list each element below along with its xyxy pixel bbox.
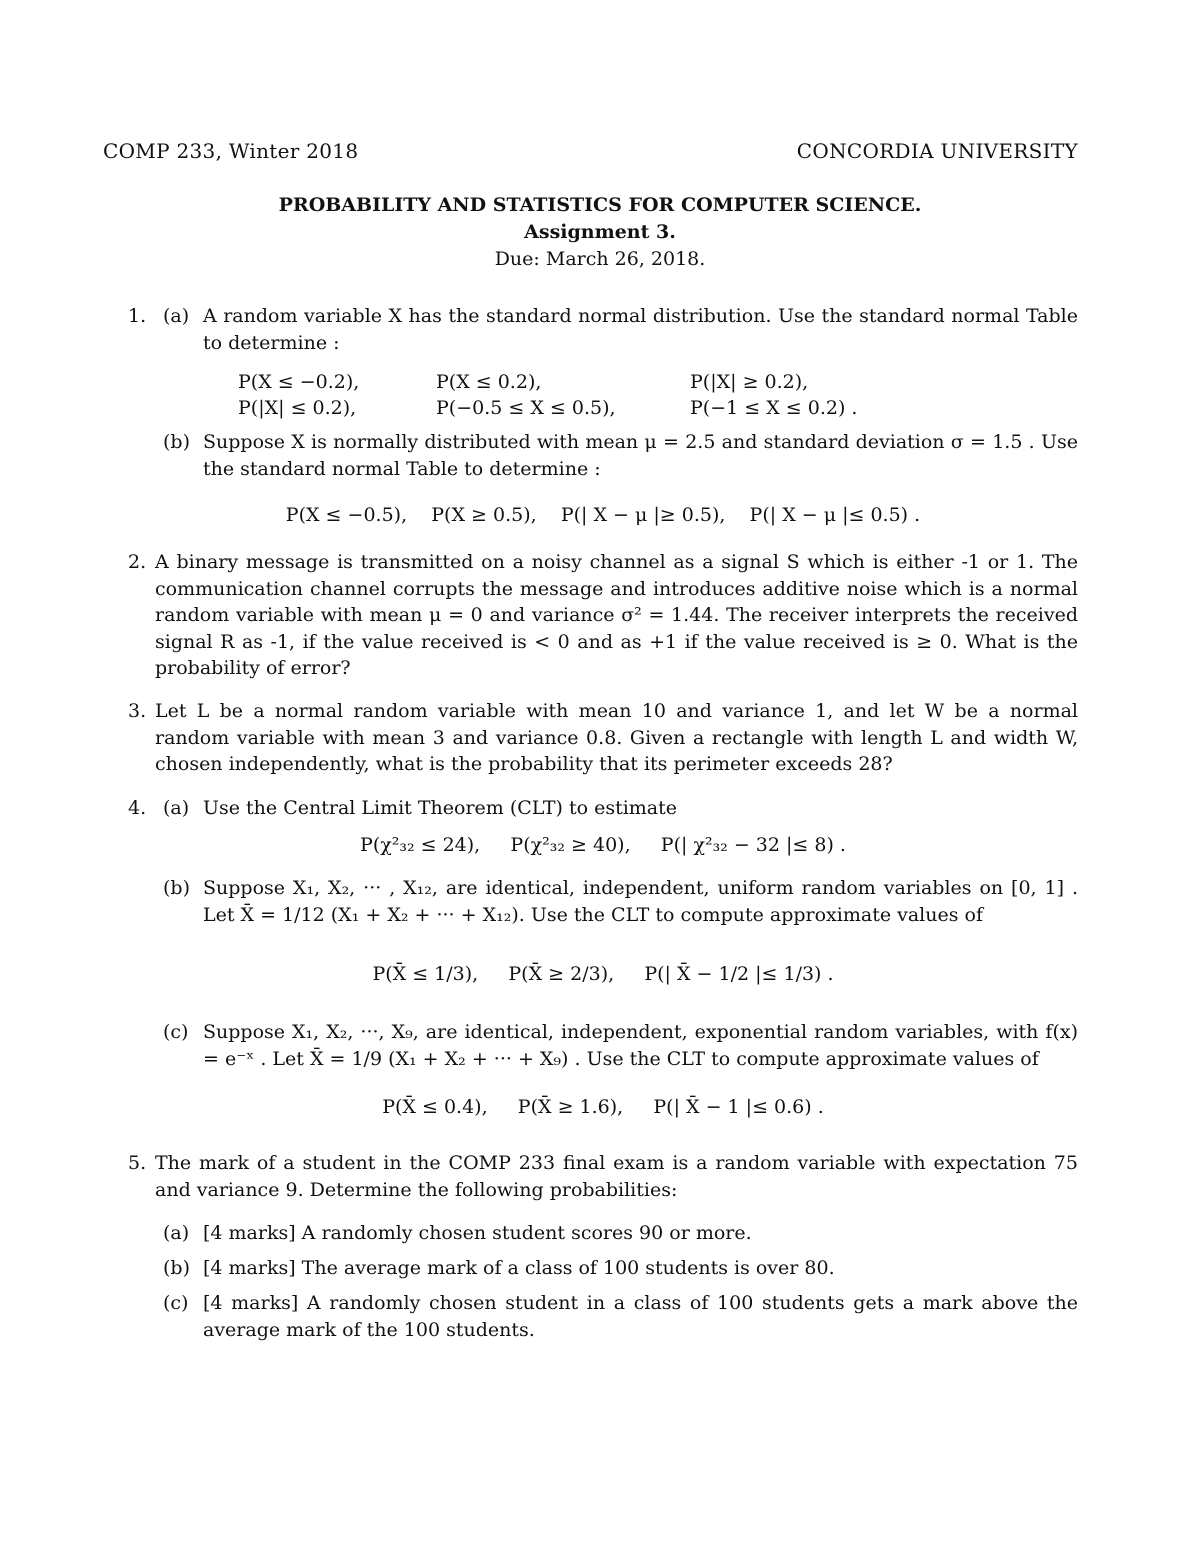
- formula: P(X ≤ 0.2),: [436, 371, 542, 393]
- due-date: Due: March 26, 2018.: [494, 248, 706, 270]
- question-4b-text: Suppose X₁, X₂, ··· , X₁₂, are identical, independent, uniform random variables on [0, 1] . Let X̄ = 1/12 (X₁ + X₂ + ··· + X₁₂). Use the CLT to compute approximate values of: [203, 877, 1078, 926]
- formula: P(X ≤ −0.2),: [238, 371, 360, 393]
- part-label: (a): [163, 1222, 190, 1244]
- course-header: COMP 233, Winter 2018: [103, 139, 359, 163]
- question-1b-text: Suppose X is normally distributed with mean μ = 2.5 and standard deviation σ = 1.5 . Use the standard normal Table to determine :: [203, 431, 1078, 480]
- formula-line: P(X̄ ≤ 1/3), P(X̄ ≥ 2/3), P(| X̄ − 1/2 |≤ 1/3) .: [372, 963, 834, 985]
- question-4c-text: Suppose X₁, X₂, ···, X₉, are identical, independent, exponential random variables, with f(x) = e⁻ˣ . Let X̄ = 1/9 (X₁ + X₂ + ··· + X₉) . Use the CLT to compute approximate values of: [203, 1021, 1078, 1070]
- formula: P(|X| ≥ 0.2),: [690, 371, 809, 393]
- part-label: (b): [163, 1257, 190, 1279]
- question-3-text: Let L be a normal random variable with mean 10 and variance 1, and let W be a normal random variable with mean 3 and variance 0.8. Given a rectangle with length L and width W, chosen independently, what is the probability that its perimeter exceeds 28?: [155, 700, 1078, 776]
- question-5c-text: [4 marks] A randomly chosen student in a class of 100 students gets a mark above the average mark of the 100 students.: [203, 1292, 1078, 1341]
- part-label: (c): [163, 1021, 189, 1043]
- document-title: PROBABILITY AND STATISTICS FOR COMPUTER SCIENCE.: [278, 194, 922, 216]
- question-number: 2.: [128, 551, 147, 573]
- part-label: (a): [163, 797, 190, 819]
- assignment-number: Assignment 3.: [524, 221, 676, 243]
- question-number: 4.: [128, 797, 147, 819]
- question-5b-text: [4 marks] The average mark of a class of 100 students is over 80.: [203, 1257, 835, 1279]
- formula-line: P(χ²₃₂ ≤ 24), P(χ²₃₂ ≥ 40), P(| χ²₃₂ − 32 |≤ 8) .: [360, 834, 846, 856]
- formula-line: P(X̄ ≤ 0.4), P(X̄ ≥ 1.6), P(| X̄ − 1 |≤ 0.6) .: [382, 1096, 824, 1118]
- part-label: (b): [163, 431, 190, 453]
- formula: P(|X| ≤ 0.2),: [238, 397, 357, 419]
- part-label: (a): [163, 305, 190, 327]
- question-1a-text: A random variable X has the standard normal distribution. Use the standard normal Table to determine :: [203, 305, 1078, 354]
- question-2-text: A binary message is transmitted on a noisy channel as a signal S which is either -1 or 1. The communication channel corrupts the message and introduces additive noise which is a normal random variable with mean μ = 0 and variance σ² = 1.44. The receiver interprets the received signal R as -1, if the value received is < 0 and as +1 if the value received is ≥ 0. What is the probability of error?: [155, 551, 1078, 680]
- question-5-text: The mark of a student in the COMP 233 final exam is a random variable with expectation 75 and variance 9. Determine the following probabilities:: [155, 1152, 1078, 1201]
- question-number: 3.: [128, 700, 147, 722]
- formula-line: P(X ≤ −0.5), P(X ≥ 0.5), P(| X − μ |≥ 0.5), P(| X − μ |≤ 0.5) .: [285, 504, 921, 526]
- part-label: (c): [163, 1292, 189, 1314]
- question-number: 1.: [128, 305, 147, 327]
- formula: P(−1 ≤ X ≤ 0.2) .: [690, 397, 858, 419]
- question-number: 5.: [128, 1152, 147, 1174]
- formula: P(−0.5 ≤ X ≤ 0.5),: [436, 397, 616, 419]
- part-label: (b): [163, 877, 190, 899]
- question-4a-text: Use the Central Limit Theorem (CLT) to estimate: [203, 797, 678, 819]
- question-5a-text: [4 marks] A randomly chosen student scores 90 or more.: [203, 1222, 752, 1244]
- university-header: CONCORDIA UNIVERSITY: [796, 139, 1078, 163]
